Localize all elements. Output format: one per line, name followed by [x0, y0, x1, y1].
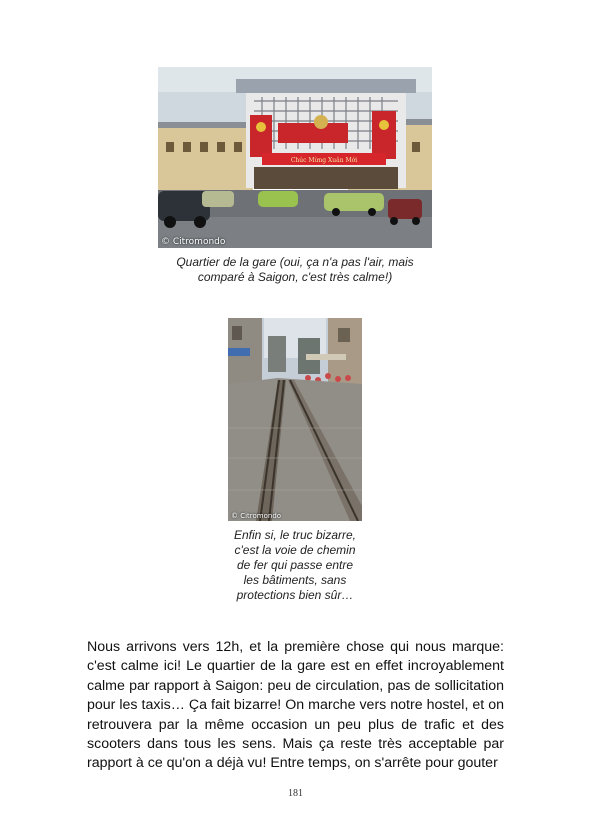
caption-line: les bâtiments, sans — [243, 573, 347, 587]
photo-watermark: © Citromondo — [231, 512, 282, 520]
caption-line: comparé à Saigon, c'est très calme!) — [197, 270, 393, 284]
station-banner: Chúc Mừng Xuân Mới — [290, 157, 358, 164]
caption-line: c'est la voie de chemin — [234, 543, 356, 557]
body-paragraph: Nous arrivons vers 12h, et la première chose qui nous marque: c'est calme ici! Le quartier de la gare est en effet incroyablement calme par rapport à Saigon: peu de circulation, pas de sollicitation pour les taxis… Ça fait bizarre! On marche vers notre hostel, et on retrouvera par la même occasion un peu plus de trafic et des scooters dans tous les sens. Mais ça reste très acceptable par rapport à ce qu'on a déjà vu! Entre temps, on s'arrête pour gouter — [87, 639, 504, 772]
page-number: 181 — [288, 788, 303, 799]
railway-photo — [228, 318, 362, 521]
caption-line: Enfin si, le truc bizarre, — [233, 528, 357, 542]
caption-line: Quartier de la gare (oui, ça n'a pas l'air, mais — [176, 255, 414, 269]
photo-watermark: © Citromondo — [161, 237, 226, 247]
station-photo — [158, 67, 432, 248]
station-caption — [150, 255, 440, 285]
railway-caption — [215, 528, 375, 603]
caption-line: protections bien sûr… — [236, 588, 354, 602]
caption-line: de fer qui passe entre — [236, 558, 354, 572]
